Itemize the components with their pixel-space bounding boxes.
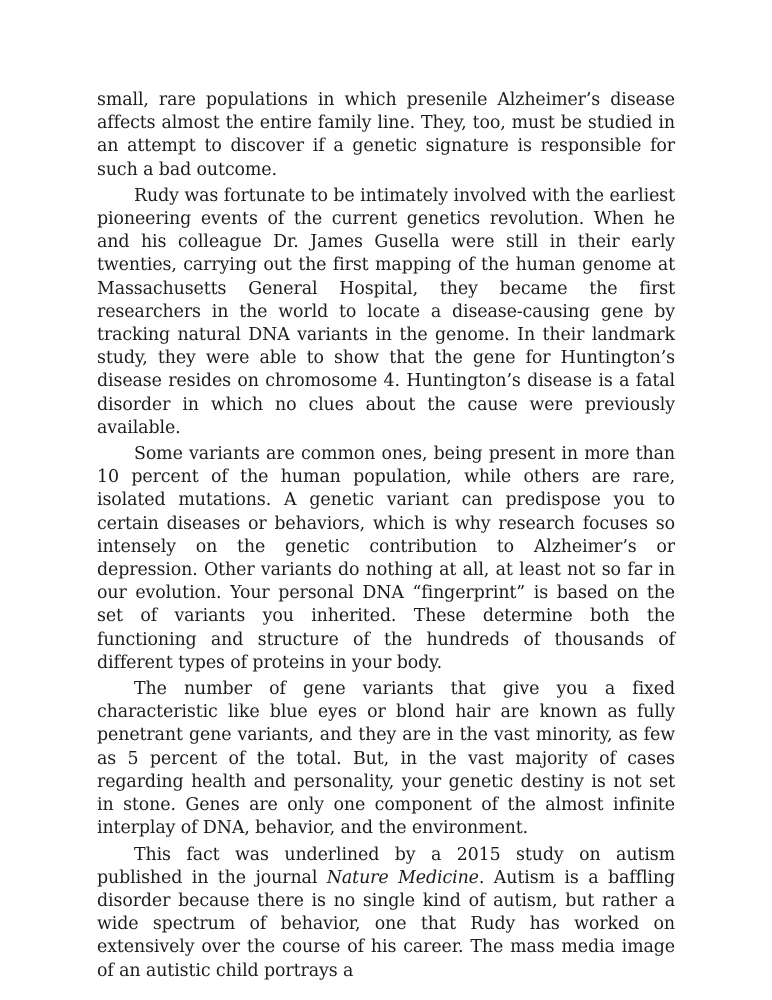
paragraph-5-text-before: This fact was underlined by a 2015 study on autism published in the journal [97, 844, 675, 888]
document-page [97, 89, 675, 983]
journal-title: Nature Medicine [326, 867, 479, 888]
paragraph-5-text-after: . Autism is a baffling disorder because there is no single kind of autism, but rather a wide spectrum of behavior, one that Rudy has worked on extensively over the course of his career. The mass media image of an autistic child portrays a [97, 867, 676, 981]
paragraph-3: Some variants are common ones, being present in more than 10 percent of the human population, while others are rare, isolated mutations. A genetic variant can predispose you to certain diseases or behaviors, which is why research focuses so intensely on the genetic contribution to Alzheimer’s or depression. Other variants do nothing at all, at least not so far in our evolution. Your personal DNA “fingerprint” is based on the set of variants you inherited. These determine both the functioning and structure of the hundreds of thousands of different types of proteins in your body. [97, 444, 675, 673]
paragraph-4: The number of gene variants that give you a fixed characteristic like blue eyes or blond hair are known as fully penetrant gene variants, and they are in the vast minority, as few as 5 percent of the total. But, in the vast majority of cases regarding health and personality, your genetic destiny is not set in stone. Genes are only one component of the almost infinite interplay of DNA, behavior, and the environment. [97, 679, 675, 839]
paragraph-2: Rudy was fortunate to be intimately involved with the earliest pioneering events of the current genetics revolution. When he and his colleague Dr. James Gusella were still in their early twenties, carrying out the first mapping of the human genome at Massachusetts General Hospital, they became the first researchers in the world to locate a disease-causing gene by tracking natural DNA variants in the genome. In their landmark study, they were able to show that the gene for Huntington’s disease resides on chromosome 4. Huntington’s disease is a fatal disorder in which no clues about the cause were previously available. [97, 185, 675, 438]
paragraph-5 [97, 844, 675, 983]
paragraph-1: small, rare populations in which presenile Alzheimer’s disease affects almost the entire family line. They, too, must be studied in an attempt to discover if a genetic signature is responsible for such a bad outcome. [97, 90, 675, 180]
